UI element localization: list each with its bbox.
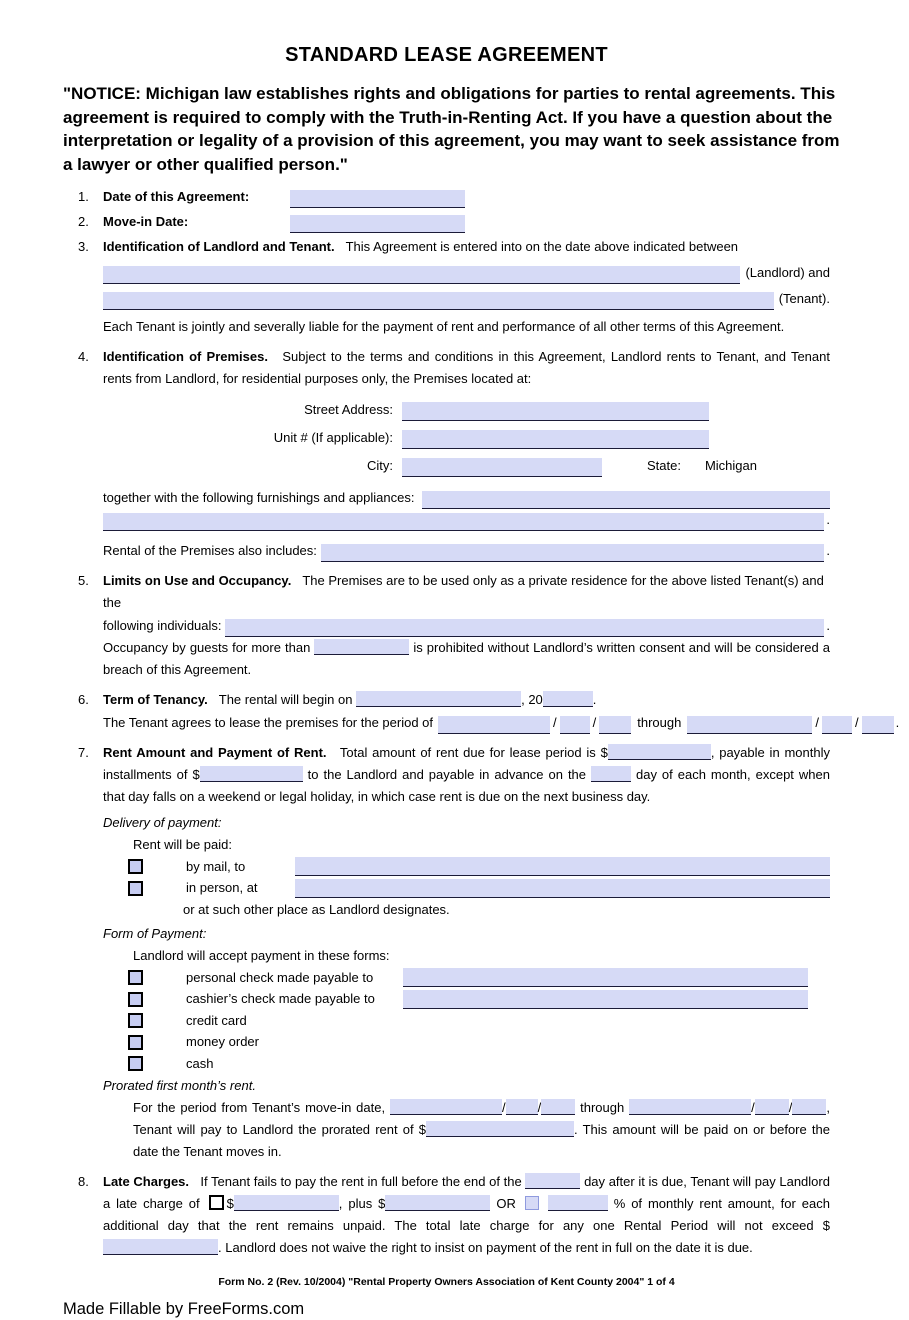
- cashiers-check-payee-field[interactable]: [403, 990, 808, 1009]
- late-post: . Landlord does not waive the right to insist on payment of the rent in full on the date it is due.: [218, 1239, 753, 1255]
- cashiers-check-row: [103, 989, 830, 1011]
- flat-charge-checkbox[interactable]: [209, 1195, 224, 1210]
- in-person-place-field[interactable]: [295, 879, 830, 898]
- lease-period-pre: The Tenant agrees to lease the premises for the period of: [103, 715, 434, 730]
- personal-check-row: [103, 967, 830, 989]
- tenant-name-field[interactable]: [103, 292, 774, 310]
- prorated-from-date-field[interactable]: [390, 1099, 502, 1115]
- credit-card-label: credit card: [186, 1012, 247, 1028]
- individuals-row: [103, 614, 830, 637]
- individuals-label: following individuals:: [103, 618, 222, 633]
- in-person-checkbox[interactable]: [128, 881, 143, 896]
- item-6-body: [103, 689, 899, 734]
- flat-charge-field[interactable]: [234, 1195, 339, 1211]
- accept-forms-label: Landlord will accept payment in these forms:: [133, 948, 390, 963]
- unit-row: [103, 421, 830, 449]
- move-in-date-label: Move-in Date:: [103, 214, 189, 229]
- cashiers-check-checkbox[interactable]: [128, 992, 143, 1007]
- item-3-number: 3.: [78, 239, 89, 254]
- unit-field[interactable]: [402, 430, 709, 449]
- item-5-number: 5.: [78, 573, 89, 588]
- item-2-number: 2.: [78, 214, 89, 229]
- prorated-from-day-field[interactable]: [506, 1099, 538, 1115]
- landlord-name-field[interactable]: [103, 266, 740, 284]
- rental-includes-period: .: [826, 543, 830, 558]
- prorated-from-year-field[interactable]: [541, 1099, 575, 1115]
- max-late-charge-field[interactable]: [103, 1239, 218, 1255]
- branding-footer: Made Fillable by FreeForms.com: [63, 1299, 305, 1318]
- street-address-field[interactable]: [402, 402, 709, 421]
- furnishings-field-2[interactable]: [103, 513, 824, 531]
- furnishings-label: together with the following furnishings and appliances:: [103, 490, 415, 505]
- item-5-body: [103, 570, 830, 681]
- prorated-slash-2: /: [537, 1099, 542, 1115]
- item-3-intro: This Agreement is entered into on the date above indicated between: [345, 239, 739, 254]
- percent-checkbox[interactable]: [525, 1196, 539, 1210]
- total-rent-post: , payable in monthly installments of: [103, 745, 830, 782]
- item-1: [63, 186, 830, 208]
- monthly-rent-field[interactable]: [200, 766, 303, 782]
- tenant-suffix: (Tenant).: [778, 291, 830, 306]
- rental-includes-row: [103, 538, 830, 562]
- delivery-heading: Delivery of payment:: [103, 815, 222, 830]
- form-of-payment-heading: Form of Payment:: [103, 926, 207, 941]
- prorated-through-label: through: [580, 1099, 625, 1115]
- lease-from-month-field[interactable]: [438, 716, 550, 734]
- furnishings-field-1[interactable]: [422, 491, 830, 509]
- item-3-intro-line: [103, 236, 830, 258]
- item-3-body: [103, 236, 830, 338]
- item-3-heading: Identification of Landlord and Tenant.: [103, 239, 335, 254]
- lease-through-label: through: [637, 715, 682, 730]
- landlord-row: [103, 258, 830, 284]
- prorated-slash-1: /: [502, 1099, 506, 1115]
- in-person-row: [103, 878, 830, 900]
- joint-liability-note: Each Tenant is jointly and severally liable for the payment of rent and performance of all other terms of this Agreement.: [103, 319, 785, 334]
- agreement-date-label: Date of this Agreement:: [103, 189, 250, 204]
- item-5-intro-line: [103, 570, 830, 614]
- lease-to-month-field[interactable]: [687, 716, 812, 734]
- state-label: State:: [647, 458, 681, 473]
- by-mail-label: by mail, to: [186, 858, 246, 874]
- move-in-date-field[interactable]: [290, 215, 465, 233]
- prorated-to-day-field[interactable]: [755, 1099, 789, 1115]
- cashiers-check-label: cashier’s check made payable to: [186, 991, 375, 1007]
- slash-3: /: [815, 715, 819, 730]
- page-title: STANDARD LEASE AGREEMENT: [285, 44, 608, 66]
- prorated-to-year-field[interactable]: [792, 1099, 826, 1115]
- tenant-row: [103, 284, 830, 310]
- term-begin-period: .: [592, 692, 597, 707]
- individuals-period: .: [826, 618, 830, 633]
- late-plus: , plus $: [338, 1195, 386, 1211]
- late-pre: If Tenant fails to pay the rent in full before the end of the: [200, 1173, 522, 1189]
- prorated-post: . This amount will be paid on or before the date the Tenant moves in.: [133, 1121, 830, 1159]
- slash-2: /: [592, 715, 597, 730]
- personal-check-label: personal check made payable to: [186, 969, 374, 985]
- occupancy-pre: Occupancy by guests for more than: [103, 640, 311, 655]
- money-order-label: money order: [186, 1034, 259, 1050]
- late-mid1: day after it is due, Tenant will pay Landlord a late charge of: [103, 1173, 830, 1211]
- by-mail-checkbox[interactable]: [128, 859, 143, 874]
- item-6-heading: Term of Tenancy.: [103, 692, 208, 707]
- cash-row: [103, 1053, 830, 1075]
- street-address-label: Street Address:: [304, 402, 393, 417]
- item-7-heading: Rent Amount and Payment of Rent.: [103, 745, 327, 760]
- flat-charge-dollar-sign: $: [226, 1195, 234, 1211]
- item-2-row: [103, 211, 830, 233]
- city-field[interactable]: [402, 458, 602, 477]
- total-rent-pre: Total amount of rent due for lease period is $: [339, 745, 608, 760]
- prorated-pre: For the period from Tenant’s move-in date,: [133, 1099, 386, 1115]
- item-3: [63, 236, 830, 338]
- item-8-heading: Late Charges.: [103, 1173, 190, 1189]
- furnishings-overflow-row: [103, 509, 830, 531]
- by-mail-address-field[interactable]: [295, 857, 830, 876]
- late-charges-paragraph: [103, 1171, 830, 1259]
- credit-card-checkbox[interactable]: [128, 1013, 143, 1028]
- credit-card-row: [103, 1010, 830, 1032]
- occupancy-post: is prohibited without Landlord’s written consent and will be considered a breach of this Agreement.: [103, 640, 830, 677]
- due-day-post: day of each month, except when that day falls on a weekend or legal holiday, in which case rent is due on the next business day.: [103, 767, 830, 804]
- money-order-row: [103, 1032, 830, 1054]
- item-5-intro: The Premises are to be used only as a private residence for the above listed Tenant(s) and the: [103, 573, 824, 610]
- lease-from-day-field[interactable]: [560, 716, 590, 734]
- cash-label: cash: [186, 1055, 214, 1071]
- individuals-field[interactable]: [225, 619, 825, 637]
- city-state-row: [103, 449, 830, 477]
- street-address-row: [103, 393, 830, 421]
- item-2: [63, 211, 830, 233]
- guest-occupancy-field[interactable]: [314, 639, 409, 655]
- prorated-paragraph: [133, 1097, 830, 1163]
- monthly-dollar-sign: $: [192, 767, 200, 782]
- rent-paid-label: Rent will be paid:: [133, 837, 232, 852]
- prorated-slash-3: /: [751, 1099, 755, 1115]
- late-mid2: % of monthly rent amount, for each additional day that the rent remains unpaid. The total late charge for any one Rental Period will not exceed $: [103, 1195, 830, 1233]
- city-label: City:: [367, 458, 393, 473]
- additional-charge-field[interactable]: [385, 1195, 490, 1211]
- rental-includes-label: Rental of the Premises also includes:: [103, 543, 317, 558]
- item-5: [63, 570, 830, 681]
- item-5-heading: Limits on Use and Occupancy.: [103, 573, 292, 588]
- due-day-field[interactable]: [591, 766, 631, 782]
- lease-to-day-field[interactable]: [822, 716, 852, 734]
- rental-includes-field[interactable]: [321, 544, 824, 562]
- item-6-number: 6.: [78, 692, 89, 707]
- item-4-intro: Subject to the terms and conditions in this Agreement, Landlord rents to Tenant, and Tenant rents from Landlord, for residential purposes only, the Premises located at:: [103, 349, 830, 386]
- lease-from-year-field[interactable]: [599, 716, 631, 734]
- rent-amount-paragraph: [103, 742, 830, 808]
- furnishings-row: [103, 485, 830, 509]
- term-year-prefix: , 20: [521, 692, 543, 707]
- form-number-footer: Form No. 2 (Rev. 10/2004) "Rental Property Owners Association of Kent County 2004" 1 of 4: [218, 1275, 675, 1288]
- state-value: Michigan: [704, 458, 757, 473]
- late-or-label: OR: [496, 1195, 516, 1211]
- personal-check-checkbox[interactable]: [128, 970, 143, 985]
- item-4-intro-line: [103, 346, 830, 390]
- rental-begin-year-field[interactable]: [543, 691, 593, 707]
- monthly-post: to the Landlord and payable in advance on the: [307, 767, 587, 782]
- item-8-number: 8.: [78, 1173, 89, 1189]
- agreement-date-field[interactable]: [290, 190, 465, 208]
- item-8: [63, 1171, 830, 1259]
- item-4: [63, 346, 830, 562]
- prorated-rent-field[interactable]: [426, 1121, 574, 1137]
- lease-period-period: .: [895, 715, 900, 730]
- cash-checkbox[interactable]: [128, 1056, 143, 1071]
- item-1-row: [103, 186, 830, 208]
- lease-period-line: [103, 711, 899, 734]
- personal-check-payee-field[interactable]: [403, 968, 808, 987]
- landlord-suffix: (Landlord) and: [745, 265, 830, 280]
- occupancy-paragraph: [103, 637, 830, 681]
- prorated-heading: Prorated first month’s rent.: [103, 1077, 256, 1093]
- in-person-label: in person, at: [186, 880, 258, 896]
- percent-field[interactable]: [548, 1195, 608, 1211]
- furnishings-period: .: [826, 512, 830, 527]
- item-4-number: 4.: [78, 349, 89, 364]
- item-7-number: 7.: [78, 745, 89, 760]
- money-order-checkbox[interactable]: [128, 1035, 143, 1050]
- other-place-note: or at such other place as Landlord designates.: [183, 902, 450, 917]
- by-mail-row: [103, 856, 830, 878]
- unit-label: Unit # (If applicable):: [273, 430, 393, 445]
- slash-4: /: [854, 715, 859, 730]
- lease-to-year-field[interactable]: [862, 716, 894, 734]
- term-begin-pre: The rental will begin on: [218, 692, 353, 707]
- item-1-number: 1.: [78, 189, 89, 204]
- notice-paragraph: "NOTICE: Michigan law establishes rights and obligations for parties to rental agreements. This agreement is required to comply with the Truth-in-Renting Act. If you have a question about the interpretation or legality of a provision of this agreement, you may want to seek assistance from a lawyer or other qualified person.": [63, 84, 840, 174]
- rental-begin-date-field[interactable]: [356, 691, 521, 707]
- prorated-to-date-field[interactable]: [629, 1099, 751, 1115]
- prorated-slash-4: /: [788, 1099, 793, 1115]
- item-6: [63, 689, 900, 734]
- late-day-field[interactable]: [525, 1173, 580, 1189]
- term-begin-line: [103, 689, 899, 711]
- item-4-body: [103, 346, 830, 562]
- prorated-mid: , Tenant will pay to Landlord the prorated rent of $: [133, 1099, 830, 1137]
- slash-1: /: [553, 715, 557, 730]
- item-7: [63, 742, 830, 1163]
- item-7-body: [103, 742, 830, 1163]
- total-rent-field[interactable]: [608, 744, 711, 760]
- item-4-heading: Identification of Premises.: [103, 349, 268, 364]
